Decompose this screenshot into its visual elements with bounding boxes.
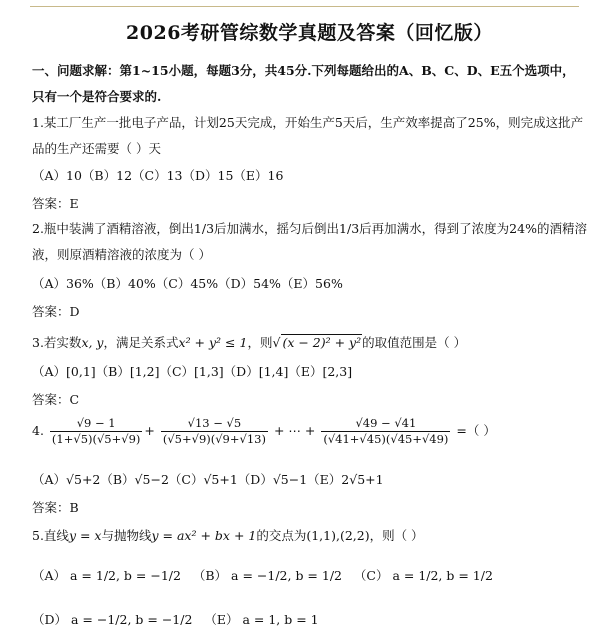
q5-line-equation: y = x bbox=[68, 528, 102, 543]
q3-options: （A）[0,1]（B）[1,2]（C）[1,3]（D）[1,4]（E）[2,3] bbox=[32, 364, 353, 379]
q2-options: （A）36%（B）40%（C）45%（D）54%（E）56% bbox=[32, 276, 343, 291]
q4-prefix: 4. bbox=[32, 423, 44, 438]
q5-suffix: 的交点为(1,1),(2,2)，则（ ） bbox=[256, 528, 424, 543]
q5-stem bbox=[32, 526, 424, 544]
q5-option-a: （A） a = 1/2, b = −1/2 bbox=[32, 568, 181, 583]
q5-option-d: （D） a = −1/2, b = −1/2 bbox=[32, 612, 193, 627]
q3-condition: x² + y² ≤ 1 bbox=[178, 335, 248, 350]
q2-answer: 答案：D bbox=[32, 304, 80, 319]
q4-term-2 bbox=[161, 416, 268, 447]
q3-answer: 答案：C bbox=[32, 392, 80, 407]
q3-radical-sign: √ bbox=[272, 335, 281, 350]
q5-option-e: （E） a = 1, b = 1 bbox=[204, 612, 319, 627]
q4-answer: 答案：B bbox=[32, 500, 79, 515]
q4-term-3 bbox=[321, 416, 450, 447]
q3-mid: ，满足关系式 bbox=[103, 335, 179, 350]
q4-term-1-numerator: √9 − 1 bbox=[50, 416, 142, 432]
q5-option-c: （C） a = 1/2, b = 1/2 bbox=[353, 568, 493, 583]
section-heading: 一、问题求解：第1~15小题，每题3分，共45分.下列每题给出的A、B、C、D、E五个选项中，只有一个是符合要求的. bbox=[32, 63, 575, 104]
q5-prefix: 5.直线 bbox=[32, 528, 69, 543]
q4-term-2-denominator: (√5+√9)(√9+√13) bbox=[162, 432, 266, 446]
q5-option-b: （B） a = −1/2, b = 1/2 bbox=[192, 568, 342, 583]
q4-term-3-numerator: √49 − √41 bbox=[321, 416, 450, 432]
q3-vars: x, y bbox=[81, 335, 104, 350]
document-title: 2026考研管综数学真题及答案（回忆版） bbox=[126, 22, 493, 44]
q3-prefix: 3.若实数 bbox=[32, 335, 82, 350]
q5-options-row-2 bbox=[32, 610, 319, 628]
q4-term-1 bbox=[50, 416, 142, 447]
q1-options: （A）10（B）12（C）13（D）15（E）16 bbox=[32, 168, 284, 183]
q4-term-3-denominator: (√41+√45)(√45+√49) bbox=[323, 432, 449, 446]
q3-suffix: 的取值范围是（ ） bbox=[362, 335, 467, 350]
q4-ellipsis: + ⋯ + bbox=[273, 423, 316, 438]
q3-mid2: ，则 bbox=[247, 335, 273, 350]
q2-stem: 2.瓶中装满了酒精溶液，倒出1/3后加满水，摇匀后倒出1/3后再加满水，得到了浓度为24%的酒精溶液，则原酒精溶液的浓度为（ ） bbox=[32, 221, 587, 262]
q4-stem: 4. $\frac{√9 - 1}{(1+√5)(√5+√9)}$ + $\frac{√13 - √5}{(√5+√9)(√9+√13)}$ + ⋯ + $\frac{√49 - √41}{(√41+√45)(√45+√49)}$ =（ ） bbox=[32, 416, 496, 446]
q4-term-2-numerator: √13 − √5 bbox=[161, 416, 268, 432]
q1-stem: 1.某工厂生产一批电子产品，计划25天完成，开始生产5天后，生产效率提高了25%，则完成这批产品的生产还需要（ ）天 bbox=[32, 115, 584, 156]
q4-options: （A）√5+2（B）√5−2（C）√5+1（D）√5−1（E）2√5+1 bbox=[32, 472, 384, 487]
q1-answer: 答案：E bbox=[32, 196, 79, 211]
q3-expression: (x − 2)² + y² bbox=[282, 335, 362, 350]
q5-options-row-1 bbox=[32, 566, 493, 584]
q5-parabola-equation: y = ax² + bx + 1 bbox=[151, 528, 257, 543]
header-rule bbox=[30, 6, 579, 7]
q4-term-1-denominator: (1+√5)(√5+√9) bbox=[51, 432, 141, 446]
q4-suffix: =（ ） bbox=[456, 423, 496, 438]
q3-stem bbox=[32, 333, 466, 351]
q5-mid: 与抛物线 bbox=[101, 528, 152, 543]
